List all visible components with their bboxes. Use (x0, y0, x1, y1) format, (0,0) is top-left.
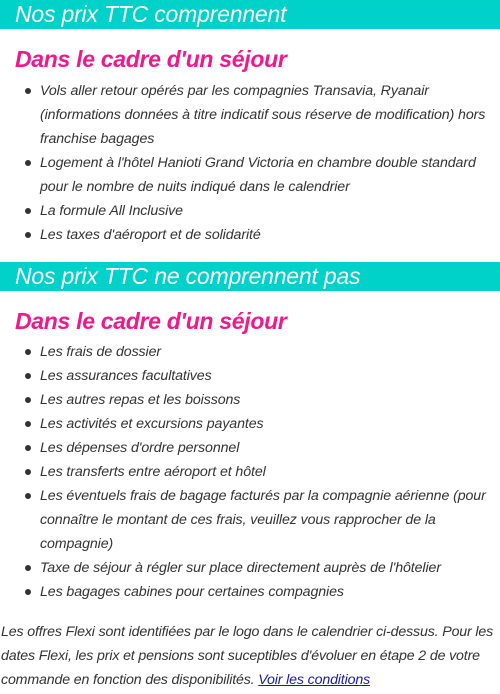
list-item: Les activités et excursions payantes (0, 412, 500, 436)
list-item: Les assurances facultatives (0, 364, 500, 388)
list-item: Les taxes d'aéroport et de solidarité (0, 223, 500, 247)
included-section-subtitle: Dans le cadre d'un séjour (15, 46, 287, 72)
list-item: Les frais de dossier (0, 340, 500, 364)
list-item: Taxe de séjour à régler sur place directement auprès de l'hôtelier (0, 556, 500, 580)
list-item: La formule All Inclusive (0, 199, 500, 223)
list-item: Les autres repas et les boissons (0, 388, 500, 412)
list-item: Les transferts entre aéroport et hôtel (0, 460, 500, 484)
list-item: Les dépenses d'ordre personnel (0, 436, 500, 460)
list-item: Logement à l'hôtel Hanioti Grand Victoria en chambre double standard pour le nombre de nuits indiqué dans le calendrier (0, 151, 500, 199)
list-item: Les éventuels frais de bagage facturés par la compagnie aérienne (pour connaître le montant de ces frais, veuillez vous rapprocher de la compagnie) (0, 484, 500, 556)
list-item: Les bagages cabines pour certaines compagnies (0, 580, 500, 604)
list-item: Vols aller retour opérés par les compagnies Transavia, Ryanair (informations données à titre indicatif sous réserve de modification) hors franchise bagages (0, 79, 500, 151)
excluded-section-title: Nos prix TTC ne comprennent pas (0, 262, 500, 291)
flexi-note (0, 620, 500, 692)
excluded-section-subtitle: Dans le cadre d'un séjour (15, 308, 287, 334)
included-section-title: Nos prix TTC comprennent (0, 0, 500, 29)
excluded-list (0, 340, 500, 604)
conditions-link[interactable]: Voir les conditions (258, 672, 371, 688)
flexi-note-text: Les offres Flexi sont identifiées par le logo dans le calendrier ci-dessus. Pour les dates Flexi, les prix et pensions sont suceptibles d'évoluer en étape 2 de votre commande en fonction des disponibilités. (1, 624, 494, 688)
included-list (0, 79, 500, 247)
